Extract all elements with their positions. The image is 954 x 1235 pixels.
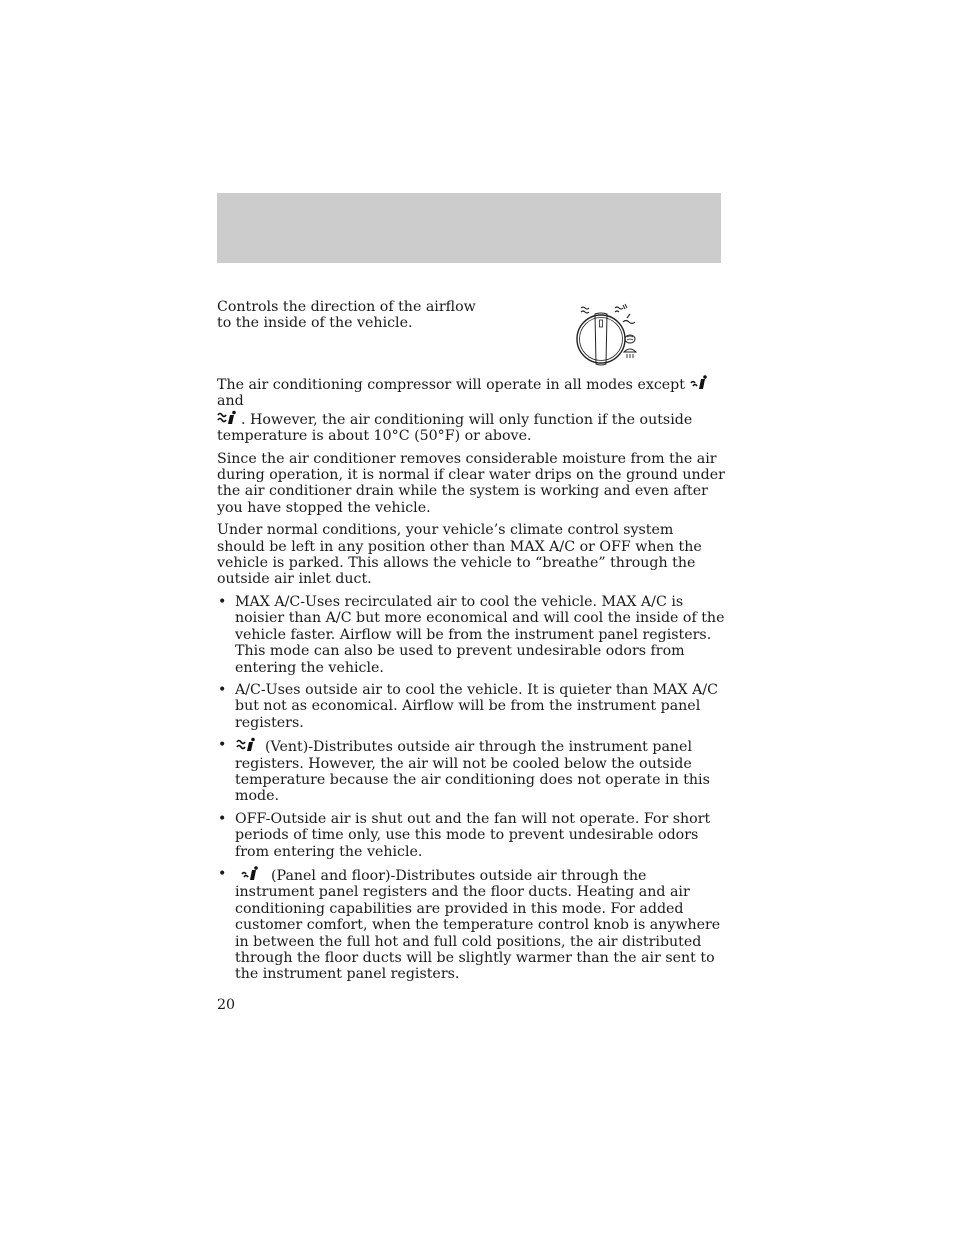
bullet-marker: • — [218, 681, 227, 698]
list-item — [217, 866, 725, 983]
list-item-text: (Panel and floor)-Distributes outside air through the instrument panel registers and the floor ducts. Heating and air conditioning capabilities are provided in this mode. For added customer comfort, when the temperature control knob is anywhere in between the full hot and full cold positions, the air distributed through the floor ducts will be slightly warmer than the air sent to the instrument panel registers. — [235, 867, 721, 983]
intro-text: Controls the direction of the airflow to the inside of the vehicle. — [217, 299, 476, 332]
list-item-text: OFF-Outside air is shut out and the fan will not operate. For short periods of time only, use this mode to prevent undesirable odors from entering the vehicle. — [235, 810, 711, 860]
list-item — [217, 682, 725, 731]
bullet-marker: • — [218, 737, 227, 754]
mode-selector-dial-icon — [573, 300, 663, 368]
mode-list — [217, 594, 725, 983]
panel-floor-airflow-icon — [689, 375, 709, 391]
vent-airflow-icon — [235, 737, 257, 753]
document-body — [217, 299, 725, 1013]
bullet-marker: • — [218, 865, 227, 882]
list-item — [217, 594, 725, 676]
paragraph-moisture: Since the air conditioner removes considerable moisture from the air during operation, it is normal if clear water drips on the ground under the air conditioner drain while the system is working and even after you have stopped the vehicle. — [217, 450, 725, 516]
intro-block — [217, 299, 725, 375]
list-item-text: MAX A/C-Uses recirculated air to cool the vehicle. MAX A/C is noisier than A/C but more economical and will cool the inside of the vehicle faster. Airflow will be from the instrument panel registers. This mode can also be used to prevent undesirable odors from entering the vehicle. — [235, 593, 725, 676]
list-item — [217, 737, 725, 805]
paragraph-normal-conditions: Under normal conditions, your vehicle’s climate control system should be left in any position other than MAX A/C or OFF when the vehicle is parked. This allows the vehicle to “breathe” through the outside air inlet duct. — [217, 522, 702, 588]
vent-airflow-icon — [217, 410, 237, 426]
paragraph-compressor-part-b: and — [217, 393, 244, 410]
list-item-text: (Vent)-Distributes outside air through the instrument panel registers. However, the air will not be cooled below the outside temperature because the air conditioning does not operate in this mode. — [235, 739, 710, 805]
list-item — [217, 811, 725, 860]
list-item-text: A/C-Uses outside air to cool the vehicle. It is quieter than MAX A/C but not as economical. Airflow will be from the instrument panel registers. — [235, 681, 719, 731]
page-number: 20 — [217, 996, 236, 1013]
bullet-marker: • — [218, 593, 227, 610]
panel-floor-airflow-icon — [239, 866, 261, 882]
paragraph-compressor-part-a: The air conditioning compressor will operate in all modes except — [217, 377, 685, 393]
section-header-band — [217, 193, 721, 263]
bullet-marker: • — [218, 810, 227, 827]
paragraph-compressor-modes — [217, 375, 725, 445]
paragraph-compressor-part-c: . However, the air conditioning will only function if the outside temperature is about 10°C (50°F) or above. — [217, 411, 693, 445]
